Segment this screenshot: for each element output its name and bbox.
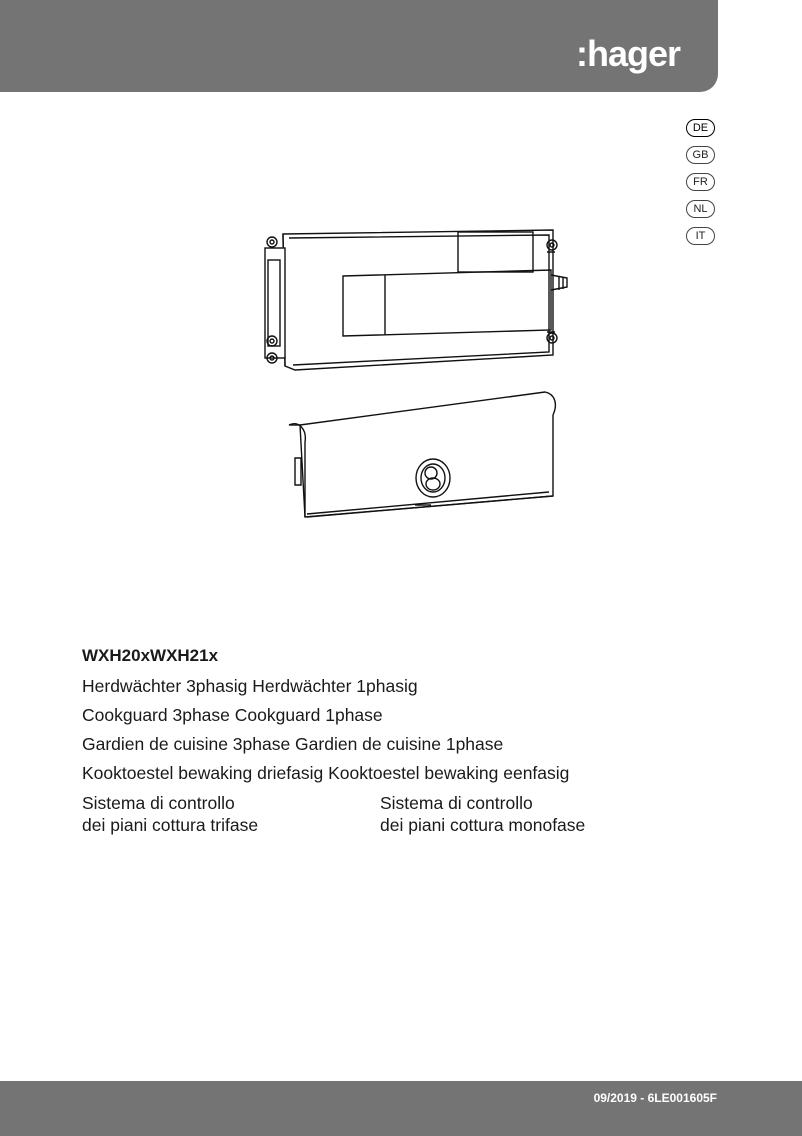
product-illustration [255,220,575,525]
product-name-it-3phase [82,792,380,836]
device-base-drawing [265,230,567,370]
language-list [686,119,715,254]
product-name-de: Herdwächter 3phasig Herdwächter 1phasig [82,676,418,696]
language-tag-nl[interactable]: NL [686,200,715,218]
device-cover-drawing [289,392,555,517]
footer-bar [0,1081,802,1136]
language-tag-gb[interactable]: GB [686,146,715,164]
model-number: WXH20xWXH21x [82,646,219,665]
document-reference: 09/2019 - 6LE001605F [593,1091,717,1105]
it-left-line-1: Sistema di controllo [82,793,235,813]
hager-logo: :hager [575,33,680,74]
product-name-fr: Gardien de cuisine 3phase Gardien de cuisine 1phase [82,734,504,754]
product-name-gb: Cookguard 3phase Cookguard 1phase [82,705,383,725]
it-left-line-2: dei piani cottura trifase [82,815,259,835]
it-right-line-2: dei piani cottura monofase [380,815,586,835]
product-title-block [82,646,722,836]
product-name-it [82,792,722,836]
language-tag-it[interactable]: IT [686,227,715,245]
language-tag-de[interactable]: DE [686,119,715,137]
product-name-it-1phase [380,792,585,836]
product-name-nl: Kooktoestel bewaking driefasig Kooktoestel bewaking eenfasig [82,763,570,783]
it-right-line-1: Sistema di controllo [380,793,533,813]
header-bar [0,0,718,92]
language-tag-fr[interactable]: FR [686,173,715,191]
